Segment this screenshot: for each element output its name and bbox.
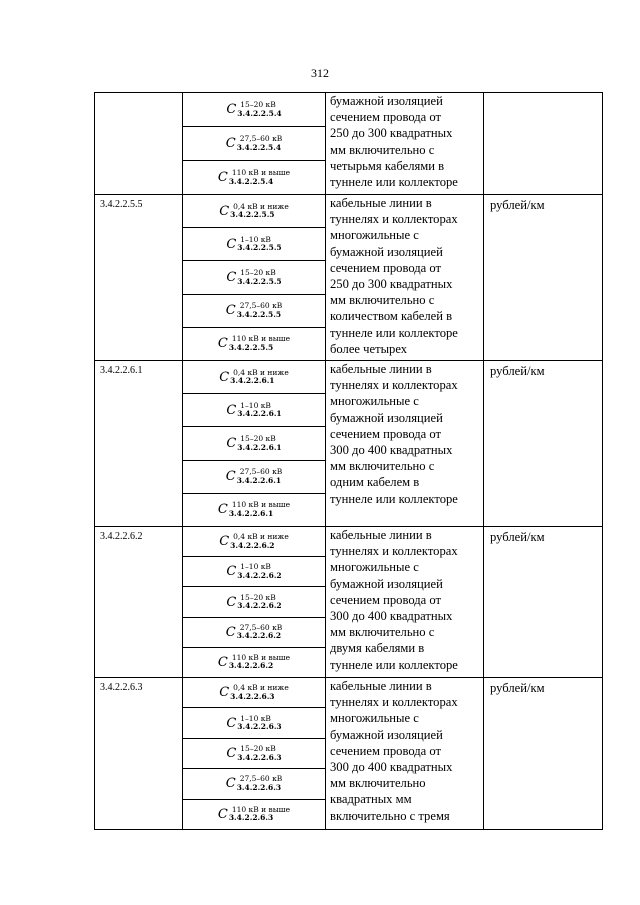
formula-index: 3.4.2.2.6.2	[230, 540, 275, 550]
formula-symbol: C	[226, 594, 237, 610]
formula-index: 3.4.2.2.5.5	[236, 309, 282, 319]
formula-index: 3.4.2.2.6.1	[237, 409, 282, 419]
cost-formula	[219, 684, 289, 701]
formula-symbol: C	[226, 715, 237, 731]
formula-voltage: 110 кВ и выше	[231, 334, 291, 344]
formula-item	[183, 394, 325, 427]
formula-symbol: C	[219, 203, 230, 219]
formula-symbol: C	[225, 136, 236, 151]
table-row	[95, 527, 603, 678]
description-text: кабельные линии в туннелях и коллекторах многожильные с бумажной изоляцией сечением провода от 300 до 400 квадратных мм включительно с двумя кабелями в туннеле или коллекторе	[330, 528, 458, 672]
formula-voltage: 1–10 кВ	[240, 713, 271, 723]
formula-symbol: C	[217, 806, 228, 822]
formula-index: 3.4.2.2.6.3	[228, 813, 274, 823]
formula-voltage: 110 кВ и выше	[231, 804, 291, 814]
row-unit: рублей/км	[484, 195, 603, 361]
formula-index: 3.4.2.2.5.4	[236, 142, 282, 152]
row-unit: рублей/км	[484, 678, 603, 830]
formula-symbol: C	[226, 236, 237, 252]
formula-symbol: C	[219, 369, 230, 385]
formula-cell	[183, 195, 326, 361]
cost-formula	[226, 775, 283, 792]
formula-index: 3.4.2.2.5.5	[237, 276, 282, 286]
description-text: кабельные линии в туннелях и коллекторах многожильные с бумажной изоляцией сечением провода от 300 до 400 квадратных мм включительно с одним кабелем в туннеле или коллекторе	[330, 362, 458, 506]
formula-voltage: 1–10 кВ	[240, 234, 271, 244]
cost-formula	[226, 745, 281, 762]
cost-formula	[219, 533, 289, 550]
formula-symbol: C	[226, 102, 237, 117]
formula-item	[183, 527, 325, 557]
formula-symbol: C	[217, 336, 228, 352]
formula-index: 3.4.2.2.6.3	[236, 782, 282, 792]
cost-formula	[218, 169, 290, 186]
cost-formula	[226, 715, 281, 732]
formula-cell	[183, 93, 326, 195]
formula-item	[183, 261, 325, 294]
row-unit: рублей/км	[484, 361, 603, 527]
formula-item	[183, 93, 325, 127]
row-description	[326, 678, 484, 830]
cost-formula	[218, 335, 290, 352]
formula-item	[183, 648, 325, 677]
formula-index: 3.4.2.2.6.1	[237, 442, 282, 452]
cost-formula	[218, 654, 290, 671]
formula-index: 3.4.2.2.5.5	[237, 243, 282, 253]
formula-item	[183, 800, 325, 829]
row-code: 3.4.2.2.6.2	[95, 527, 183, 678]
cost-formula	[226, 435, 281, 452]
description-text: бумажной изоляцией сечением провода от 250 до 300 квадратных мм включительно с четырьмя кабелями в туннеле или коллекторе	[330, 94, 458, 190]
cost-formula	[226, 302, 283, 319]
cost-formula	[226, 402, 281, 419]
formula-symbol: C	[217, 502, 228, 518]
formula-item	[183, 127, 325, 161]
formula-index: 3.4.2.2.6.3	[237, 752, 282, 762]
formula-item	[183, 328, 325, 360]
formula-item	[183, 769, 325, 799]
formula-index: 3.4.2.2.5.4	[237, 108, 282, 118]
formula-index: 3.4.2.2.6.2	[237, 570, 282, 580]
cost-formula	[226, 563, 281, 580]
formula-item	[183, 557, 325, 587]
formula-voltage: 15–20 кВ	[240, 100, 276, 109]
formula-symbol: C	[225, 469, 236, 485]
formula-symbol: C	[217, 654, 228, 670]
formula-cell	[183, 678, 326, 830]
formula-voltage: 15–20 кВ	[240, 268, 276, 277]
formula-voltage: 27,5–60 кВ	[239, 134, 283, 143]
formula-item	[183, 161, 325, 194]
formula-index: 3.4.2.2.5.4	[228, 176, 274, 186]
table-row	[95, 678, 603, 830]
table-row	[95, 195, 603, 361]
formula-symbol: C	[225, 776, 236, 792]
formula-voltage: 27,5–60 кВ	[239, 301, 283, 311]
row-code: 3.4.2.2.6.1	[95, 361, 183, 527]
formula-symbol: C	[217, 170, 228, 185]
formula-voltage: 0,4 кВ и ниже	[233, 201, 289, 211]
formula-item	[183, 295, 325, 328]
formula-item	[183, 228, 325, 261]
formula-index: 3.4.2.2.6.2	[236, 631, 282, 641]
row-description	[326, 361, 484, 527]
formula-voltage: 110 кВ и выше	[231, 652, 291, 662]
cost-formula	[226, 269, 281, 286]
formula-voltage: 15–20 кВ	[240, 744, 276, 754]
cost-formula	[219, 203, 289, 220]
table-row	[95, 361, 603, 527]
formula-voltage: 15–20 кВ	[240, 592, 276, 602]
row-code: 3.4.2.2.6.3	[95, 678, 183, 830]
row-code	[95, 93, 183, 195]
formula-voltage: 0,4 кВ и ниже	[233, 532, 289, 542]
formula-symbol: C	[225, 624, 236, 640]
formula-item	[183, 461, 325, 494]
formula-item	[183, 739, 325, 769]
formula-item	[183, 708, 325, 738]
cost-formula	[226, 468, 283, 485]
formula-index: 3.4.2.2.6.2	[237, 601, 282, 610]
description-text: кабельные линии в туннелях и коллекторах многожильные с бумажной изоляцией сечением провода от 250 до 300 квадратных мм включительно с количеством кабелей в туннеле или коллекторе более четырех	[330, 196, 458, 356]
cost-formula	[226, 101, 281, 118]
formula-index: 3.4.2.2.6.3	[237, 722, 282, 732]
formula-index: 3.4.2.2.5.5	[230, 210, 275, 220]
formula-item	[183, 195, 325, 228]
formula-voltage: 110 кВ и выше	[231, 168, 291, 177]
cost-formula	[226, 236, 281, 253]
cost-formula	[218, 501, 290, 518]
formula-voltage: 1–10 кВ	[240, 400, 271, 410]
row-description	[326, 527, 484, 678]
formula-cell	[183, 361, 326, 527]
row-unit: рублей/км	[484, 527, 603, 678]
table-row	[95, 93, 603, 195]
formula-item	[183, 678, 325, 708]
formula-voltage: 110 кВ и выше	[231, 500, 291, 510]
formula-symbol: C	[226, 402, 237, 418]
formula-voltage: 0,4 кВ и ниже	[233, 367, 289, 377]
row-description	[326, 195, 484, 361]
formula-item	[183, 618, 325, 648]
formula-index: 3.4.2.2.6.1	[236, 475, 282, 485]
formula-symbol: C	[225, 303, 236, 319]
formula-voltage: 27,5–60 кВ	[239, 774, 283, 784]
row-unit	[484, 93, 603, 195]
formula-item	[183, 361, 325, 394]
formula-index: 3.4.2.2.6.2	[228, 661, 274, 671]
formula-voltage: 27,5–60 кВ	[239, 622, 283, 632]
formula-symbol: C	[219, 534, 230, 550]
formula-voltage: 0,4 кВ и ниже	[233, 683, 289, 693]
formula-voltage: 1–10 кВ	[240, 562, 271, 572]
formula-index: 3.4.2.2.5.5	[228, 342, 274, 352]
formula-voltage: 15–20 кВ	[240, 434, 276, 443]
cost-formula	[226, 624, 283, 641]
formula-voltage: 27,5–60 кВ	[239, 467, 283, 477]
formula-index: 3.4.2.2.6.1	[230, 376, 275, 386]
formula-index: 3.4.2.2.6.3	[230, 691, 275, 701]
page-number: 312	[311, 66, 329, 80]
formula-symbol: C	[226, 270, 237, 285]
formula-symbol: C	[226, 436, 237, 451]
formula-symbol: C	[226, 746, 237, 762]
cost-formula	[226, 135, 283, 152]
cost-formula	[218, 806, 290, 823]
cost-formula	[219, 369, 289, 386]
formula-index: 3.4.2.2.6.1	[228, 508, 274, 518]
row-description	[326, 93, 484, 195]
formula-cell	[183, 527, 326, 678]
row-code: 3.4.2.2.5.5	[95, 195, 183, 361]
formula-symbol: C	[219, 685, 230, 701]
description-text: кабельные линии в туннелях и коллекторах многожильные с бумажной изоляцией сечением провода от 300 до 400 квадратных мм включительно квадратных мм включительно с тремя	[330, 679, 458, 823]
formula-item	[183, 587, 325, 617]
cost-formula	[226, 594, 281, 611]
tariff-table	[94, 92, 603, 830]
formula-item	[183, 427, 325, 460]
formula-item	[183, 494, 325, 526]
formula-symbol: C	[226, 564, 237, 580]
